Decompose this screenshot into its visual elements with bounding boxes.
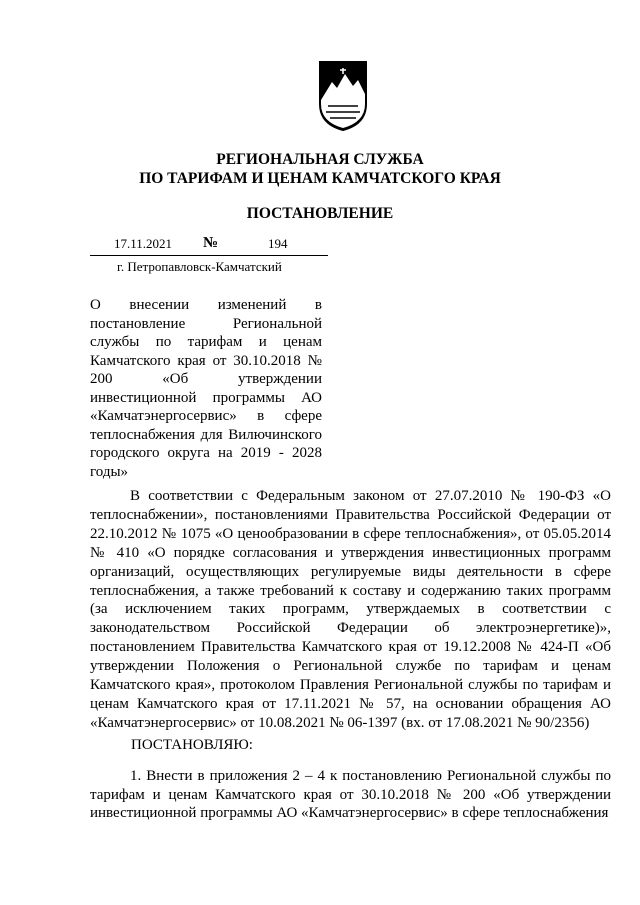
- number-sign: №: [203, 235, 219, 251]
- document-number: 194: [268, 236, 288, 251]
- document-city: г. Петропавловск-Камчатский: [117, 259, 282, 274]
- decree-heading: ПОСТАНОВЛЯЮ:: [131, 737, 253, 753]
- header-divider: [90, 255, 328, 256]
- document-type-title: ПОСТАНОВЛЕНИЕ: [246, 205, 394, 222]
- organization-name-line1: РЕГИОНАЛЬНАЯ СЛУЖБА: [216, 151, 424, 168]
- organization-name-line2: ПО ТАРИФАМ И ЦЕНАМ КАМЧАТСКОГО КРАЯ: [139, 170, 501, 187]
- preamble-paragraph: В соответствии с Федеральным законом от 27.07.2010 № 190-ФЗ «О теплоснабжении», постановлениями Правительства Российской Федерации от 22.10.2012 № 1075 «О ценообразовании в сфере теплоснабжения», от 05.05.2014 № 410 «О порядке согласования и утверждения инвестиционных программ организаций, осуществляющих регулируемые виды деятельности в сфере теплоснабжения, а также требований к составу и содержанию таких программ (за исключением таких программ, утверждаемых в соответствии с законодательством Российской Федерации об электроэнергетике)», постановлением Правительства Камчатского края от 19.12.2008 № 424-П «Об утверждении Положения о Региональной службе по тарифам и ценам Камчатского края», протоколом Правления Региональной службы по тарифам и ценам Камчатского края от 17.11.2021 № 57, на основании обращения АО «Камчатэнергосервис» от 10.08.2021 № 06-1397 (вх. от 17.08.2021 № 90/2356): [90, 488, 611, 731]
- decree-item-1: 1. Внести в приложения 2 – 4 к постановлению Региональной службы по тарифам и ценам Камчатского края от 30.10.2018 № 200 «Об утверждении инвестиционной программы АО «Камчатэнергосервис» в сфере теплоснабжения: [90, 768, 611, 821]
- document-date: 17.11.2021: [114, 236, 173, 251]
- document-subject: О внесении изменений в постановление Региональной службы по тарифам и ценам Камчатского края от 30.10.2018 № 200 «Об утверждении инвестиционной программы АО «Камчатэнергосервис» в сфере теплоснабжения для Вилючинского городского округа на 2019 - 2028 годы»: [90, 297, 322, 480]
- kamchatka-emblem-icon: [318, 60, 368, 132]
